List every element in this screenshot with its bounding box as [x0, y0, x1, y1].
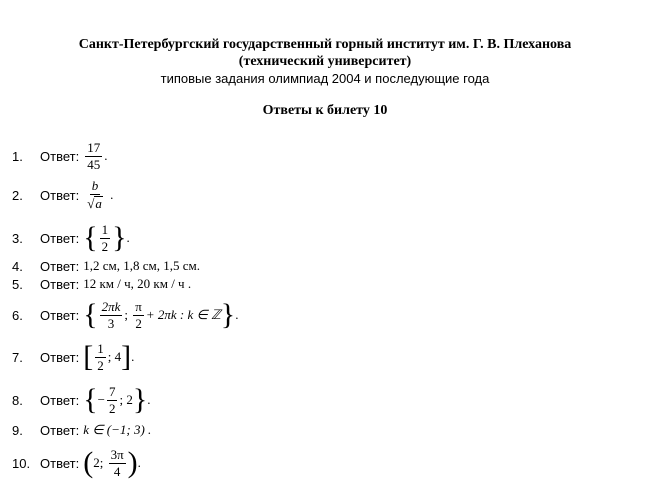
institute-name: Санкт-Петербургский государственный горный институт им. Г. В. Плеханова [78, 37, 572, 52]
answer-item-1 [12, 136, 107, 176]
answer-math: [ $\frac{1}{2}$ ; 4 ] . [83, 340, 135, 373]
answer-math: { $\frac{1}{2}$ } . [83, 221, 130, 254]
answer-text: 1,2 см, 1,8 см, 1,5 см. [83, 258, 200, 273]
answer-item-7 [12, 337, 134, 377]
item-number: 3. [12, 230, 23, 246]
answer-label: Ответ: [40, 258, 80, 274]
answer-item-8 [12, 380, 150, 420]
item-number: 5. [12, 276, 23, 292]
document-header [0, 36, 650, 87]
answer-math: { $\frac{2\pi k}{3}$ ; $\frac{\pi}{2}$ + 2πk : k ∈ ℤ } . [83, 298, 239, 331]
answer-item-6 [12, 295, 238, 335]
answer-label: Ответ: [40, 276, 80, 292]
answer-label: Ответ: [40, 422, 80, 438]
item-number: 10. [12, 455, 31, 471]
answer-math: $\frac{17}{45}$ . [87, 139, 108, 172]
item-number: 4. [12, 258, 23, 274]
item-number: 2. [12, 187, 23, 203]
item-number: 8. [12, 392, 23, 408]
answer-label: Ответ: [40, 455, 80, 471]
answer-math: ( 2; $\frac{3\pi}{4}$ ) . [83, 446, 141, 479]
answer-text: k ∈ (−1; 3) . [83, 422, 152, 437]
answer-math: { − $\frac{7}{2}$ ; 2 } . [83, 383, 151, 416]
item-number: 9. [12, 422, 23, 438]
answer-math: b √ a . [87, 178, 114, 211]
item-number: 7. [12, 349, 23, 365]
answer-label: Ответ: [40, 187, 80, 203]
answer-text: 12 км / ч, 20 км / ч . [83, 276, 192, 291]
document-description: типовые задания олимпиад 2004 и последующие года [160, 71, 490, 86]
answer-label: Ответ: [40, 148, 80, 164]
institute-subtitle: (технический университет) [238, 54, 412, 69]
answer-label: Ответ: [40, 307, 80, 323]
answer-label: Ответ: [40, 349, 80, 365]
answer-item-5 [12, 274, 191, 294]
page-title: Ответы к билету 10 [262, 103, 388, 118]
answer-item-2 [12, 175, 113, 215]
answer-item-3 [12, 218, 130, 258]
answer-label: Ответ: [40, 230, 80, 246]
answer-item-4 [12, 256, 200, 276]
item-number: 6. [12, 307, 23, 323]
answer-item-10 [12, 443, 141, 483]
answer-item-9 [12, 420, 151, 440]
answer-label: Ответ: [40, 392, 80, 408]
item-number: 1. [12, 148, 23, 164]
